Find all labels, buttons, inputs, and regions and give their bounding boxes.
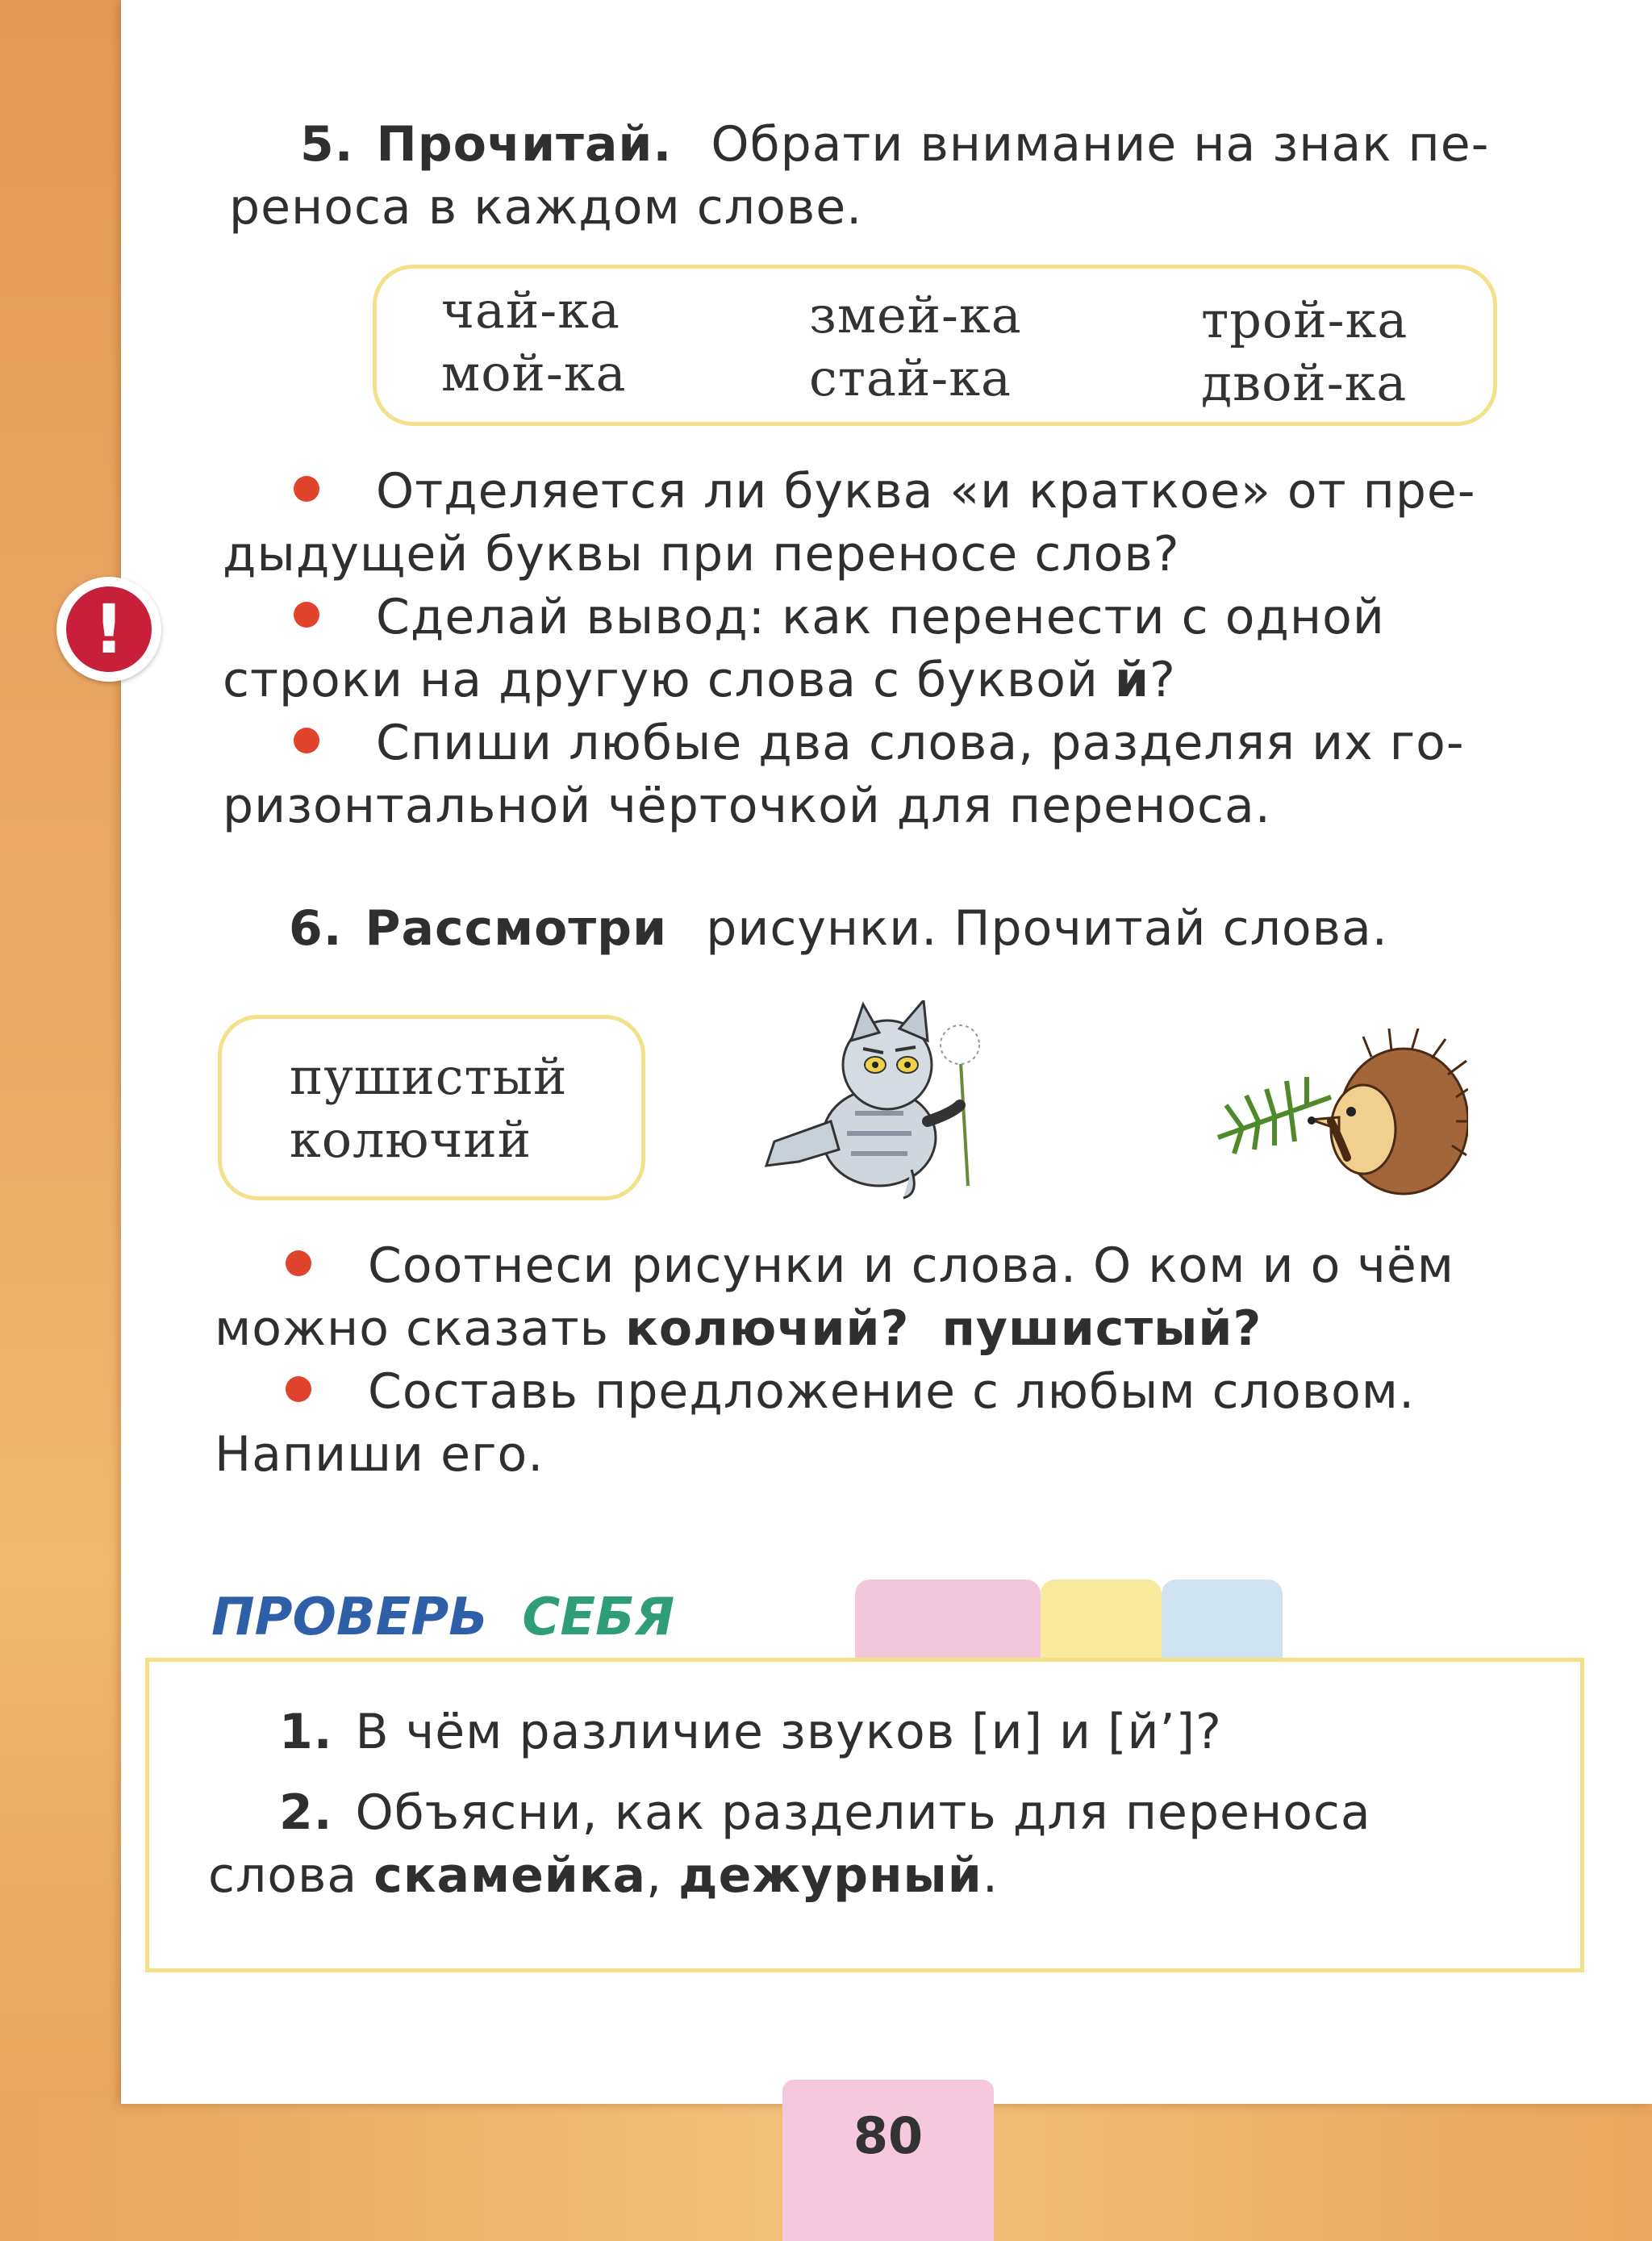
cat-illustration — [742, 1000, 1024, 1202]
check-question1: 1. В чём различие звуков [и] и [й’]? — [279, 1704, 1222, 1760]
hedgehog-illustration — [1210, 1025, 1468, 1210]
task6-verb: Рассмотри — [365, 900, 668, 957]
page-number: 80 — [853, 2106, 924, 2165]
word-troika: трой-ка — [1201, 290, 1408, 349]
task6-question1-line2: можно сказать колючий? пушистый? — [215, 1300, 1262, 1357]
word-dvoika: двой-ка — [1201, 353, 1408, 412]
check-title-part2: СЕБЯ — [522, 1588, 675, 1647]
bullet-icon — [294, 728, 319, 753]
task5-question2-line2: строки на другую слова с буквой й? — [223, 652, 1176, 708]
word-kolyuchy-bold: колючий? — [625, 1300, 910, 1357]
word-skameika: скамейка — [373, 1847, 647, 1904]
check-q2-number: 2. — [279, 1784, 333, 1841]
task5-verb: Прочитай. — [376, 116, 673, 173]
word-pushisty: пушистый — [290, 1047, 568, 1106]
task6-instruction — [289, 897, 1579, 960]
check-q1-number: 1. — [279, 1704, 333, 1760]
word-dezhurny: дежурный — [678, 1847, 982, 1904]
task5-number: 5. — [300, 116, 354, 173]
exclamation-icon: ! — [66, 586, 152, 672]
task5-question1-line1: Отделяется ли буква «и краткое» от пре- — [221, 460, 1592, 523]
word-zmeika: змей-ка — [809, 286, 1022, 344]
tab-yellow — [1041, 1580, 1162, 1667]
task6-number: 6. — [289, 900, 343, 957]
task5-question2-line1: Сделай вывод: как перенести с одной — [221, 586, 1592, 649]
task5-question1-line2: дыдущей буквы при переносе слов? — [223, 526, 1180, 582]
bullet-icon — [294, 602, 319, 628]
task6-word-box — [218, 1015, 645, 1200]
task5-question3-line2: ризонтальной чёрточкой для переноса. — [223, 778, 1271, 834]
section-tabs — [855, 1580, 1283, 1667]
task5-instruction-line2: реноса в каждом слове. — [229, 179, 863, 236]
check-question2-line1: 2. Объясни, как разделить для переноса — [279, 1784, 1371, 1841]
word-chaika: чай-ка — [441, 281, 620, 340]
bullet-icon — [286, 1376, 311, 1402]
task5-instruction-line1: Обрати внимание на знак пе- — [711, 116, 1490, 173]
page-number-tab — [782, 2080, 994, 2241]
task6-question1-line1: Соотнеси рисунки и слова. О ком и о чём — [213, 1234, 1584, 1297]
task6-question2-line2: Напиши его. — [215, 1426, 544, 1483]
bullet-icon — [286, 1250, 311, 1276]
word-moika: мой-ка — [441, 344, 627, 403]
tab-pink — [855, 1580, 1041, 1667]
warning-icon — [56, 577, 161, 682]
check-question2-line2: слова скамейка, дежурный. — [208, 1847, 999, 1904]
letter-i-kratkoe: й — [1115, 652, 1150, 708]
task5-word-box — [373, 265, 1497, 426]
task5-instruction — [300, 113, 1583, 176]
task6-instruction-text: рисунки. Прочитай слова. — [706, 900, 1388, 957]
word-pushisty-bold: пушистый? — [941, 1300, 1262, 1357]
word-kolyuchy: колючий — [290, 1110, 532, 1169]
task6-question2-line1: Составь предложение с любым словом. — [213, 1360, 1584, 1423]
tab-blue — [1162, 1580, 1283, 1667]
word-staika: стай-ка — [809, 348, 1012, 407]
bullet-icon — [294, 476, 319, 502]
page-edge-left — [0, 0, 137, 2241]
task5-question3-line1: Спиши любые два слова, разделяя их го- — [221, 712, 1592, 774]
check-title-part1: ПРОВЕРЬ — [211, 1588, 489, 1647]
